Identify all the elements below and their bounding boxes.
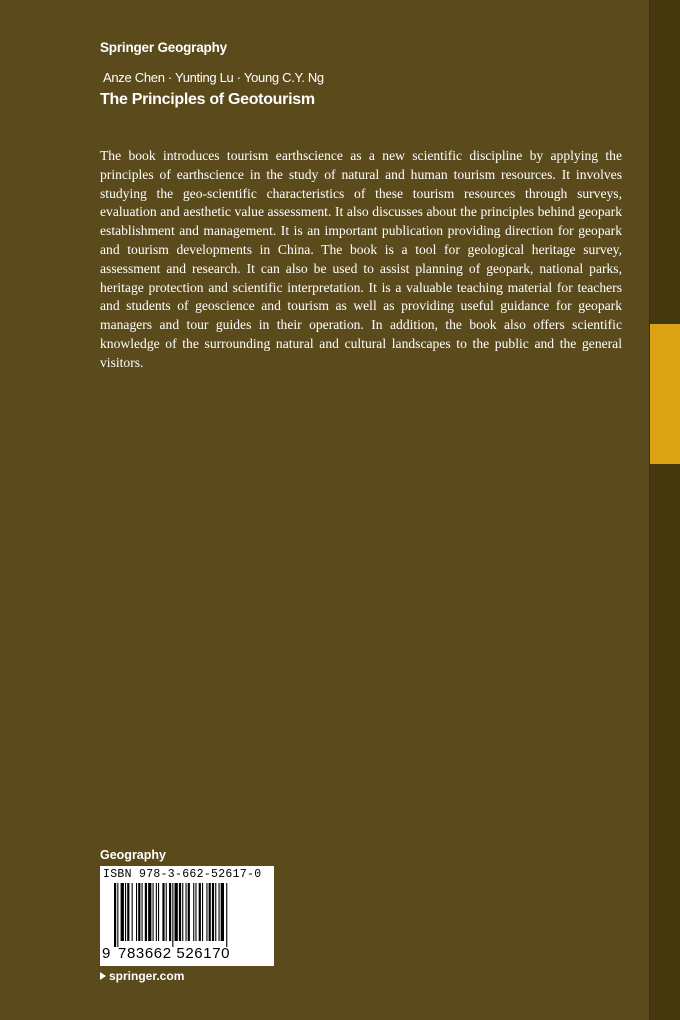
publisher-website[interactable] (100, 969, 184, 983)
barcode (100, 866, 274, 966)
spine-strip (650, 0, 680, 1020)
arrow-right-icon (100, 972, 106, 980)
website-label: springer.com (109, 969, 185, 983)
barcode-bars-icon (114, 883, 266, 947)
series-name: Springer Geography (100, 40, 227, 55)
barcode-digits: 783662 526170 (118, 945, 231, 962)
book-description: The book introduces tourism earthscience as a new scientific discipline by applying the principles of earthscience in the study of natural and human tourism resources. It involves studying the geo-scientific characteristics of these tourism resources through surveys, evaluation and aesthetic value assessment. It also discusses about the principles behind geopark establishment and management. It is an important publication providing direction for geopark and tourism developments in China. The book is a tool for geological heritage survey, assessment and research. It can also be used to assist planning of geopark, national parks, heritage protection and scientific interpretation. It is a valuable teaching material for teachers and students of geoscience and tourism as well as providing useful guidance for geopark managers and tour guides in their operation. In addition, the book also offers scientific knowledge of the surrounding natural and cultural landscapes to the public and the general visitors. (100, 148, 622, 370)
subject-category: Geography (100, 848, 166, 862)
book-title: The Principles of Geotourism (100, 91, 315, 108)
authors: Anze Chen · Yunting Lu · Young C.Y. Ng (103, 70, 324, 85)
isbn-label: ISBN 978-3-662-52617-0 (103, 868, 262, 881)
barcode-lead-digit: 9 (102, 945, 111, 962)
accent-bar (650, 324, 680, 464)
